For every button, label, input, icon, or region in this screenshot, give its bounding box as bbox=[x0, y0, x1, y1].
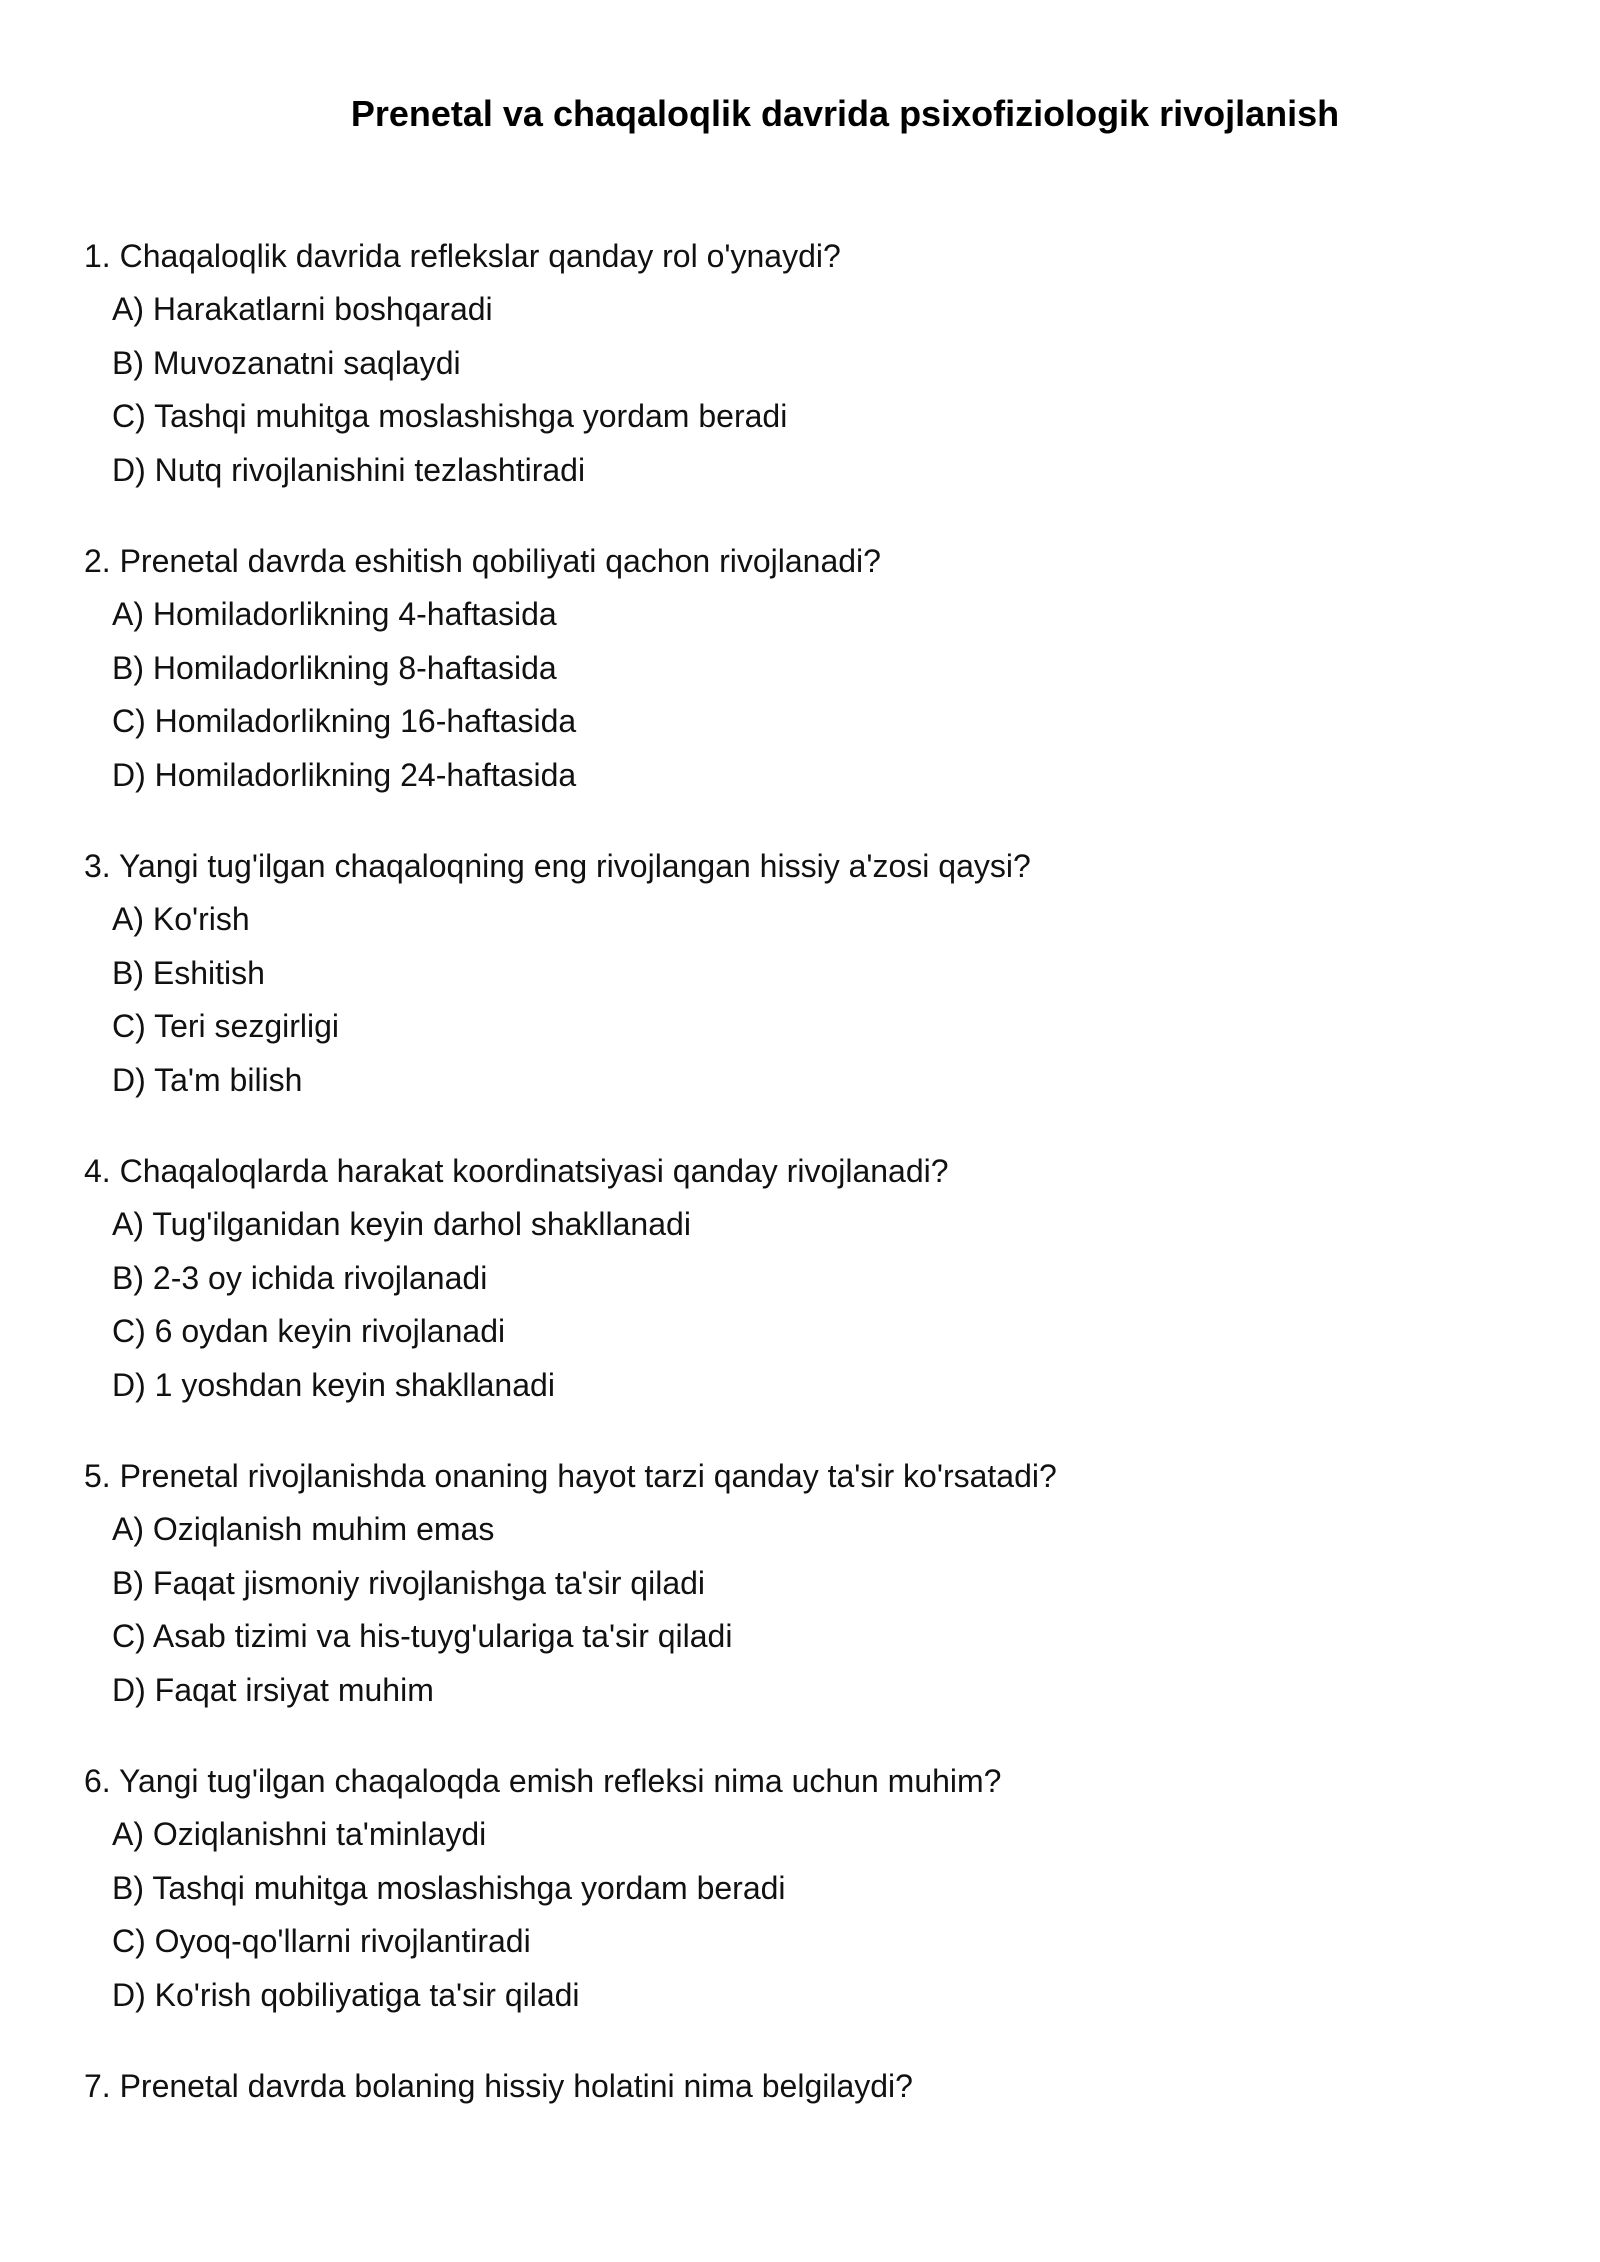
question-2 bbox=[84, 535, 1524, 802]
answer-option-c: C) Teri sezgirligi bbox=[112, 1008, 340, 1044]
question-text: 6. Yangi tug'ilgan chaqaloqda emish refleksi nima uchun muhim? bbox=[84, 1763, 1002, 1799]
question-text: 7. Prenetal davrda bolaning hissiy holatini nima belgilaydi? bbox=[84, 2068, 913, 2104]
answer-option-b: B) Eshitish bbox=[112, 954, 265, 991]
document-title: Prenetal va chaqaloqlik davrida psixofiziologik rivojlanish bbox=[350, 93, 1340, 134]
answer-option-c: C) Homiladorlikning 16-haftasida bbox=[112, 703, 577, 739]
answer-option-a: A) Oziqlanish muhim emas bbox=[112, 1511, 495, 1547]
answer-option-a: A) Oziqlanishni ta'minlaydi bbox=[112, 1816, 487, 1852]
answer-option-c: C) Tashqi muhitga moslashishga yordam beradi bbox=[112, 398, 788, 434]
answer-option-d: D) Homiladorlikning 24-haftasida bbox=[112, 756, 577, 793]
answer-option-b: B) 2-3 oy ichida rivojlanadi bbox=[112, 1259, 488, 1296]
question-1 bbox=[84, 230, 1524, 497]
question-5 bbox=[84, 1450, 1524, 1717]
question-text: 1. Chaqaloqlik davrida reflekslar qanday rol o'ynaydi? bbox=[84, 238, 841, 274]
question-text: 5. Prenetal rivojlanishda onaning hayot tarzi qanday ta'sir ko'rsatadi? bbox=[84, 1458, 1057, 1494]
question-text: 4. Chaqaloqlarda harakat koordinatsiyasi qanday rivojlanadi? bbox=[84, 1153, 949, 1189]
answer-option-b: B) Homiladorlikning 8-haftasida bbox=[112, 649, 557, 686]
answer-option-b: B) Muvozanatni saqlaydi bbox=[112, 344, 461, 381]
question-3 bbox=[84, 840, 1524, 1107]
answer-option-d: D) Ko'rish qobiliyatiga ta'sir qiladi bbox=[112, 1976, 580, 2013]
answer-option-d: D) 1 yoshdan keyin shakllanadi bbox=[112, 1366, 555, 1403]
answer-option-a: A) Ko'rish bbox=[112, 901, 250, 937]
answer-option-d: D) Nutq rivojlanishini tezlashtiradi bbox=[112, 451, 586, 488]
answer-option-c: C) 6 oydan keyin rivojlanadi bbox=[112, 1313, 506, 1349]
question-4 bbox=[84, 1145, 1524, 1412]
answer-option-b: B) Faqat jismoniy rivojlanishga ta'sir qiladi bbox=[112, 1564, 706, 1601]
answer-option-a: A) Tug'ilganidan keyin darhol shakllanadi bbox=[112, 1206, 691, 1242]
question-7 bbox=[84, 2060, 1524, 2113]
answer-option-a: A) Harakatlarni boshqaradi bbox=[112, 291, 493, 327]
question-list bbox=[84, 230, 1524, 2151]
question-text: 3. Yangi tug'ilgan chaqaloqning eng rivojlangan hissiy a'zosi qaysi? bbox=[84, 848, 1031, 884]
answer-option-b: B) Tashqi muhitga moslashishga yordam beradi bbox=[112, 1869, 786, 1906]
answer-option-d: D) Ta'm bilish bbox=[112, 1061, 303, 1098]
answer-option-d: D) Faqat irsiyat muhim bbox=[112, 1671, 434, 1708]
answer-option-a: A) Homiladorlikning 4-haftasida bbox=[112, 596, 557, 632]
question-6 bbox=[84, 1755, 1524, 2022]
answer-option-c: C) Asab tizimi va his-tuyg'ulariga ta'sir qiladi bbox=[112, 1618, 733, 1654]
question-text: 2. Prenetal davrda eshitish qobiliyati qachon rivojlanadi? bbox=[84, 543, 881, 579]
answer-option-c: C) Oyoq-qo'llarni rivojlantiradi bbox=[112, 1923, 531, 1959]
